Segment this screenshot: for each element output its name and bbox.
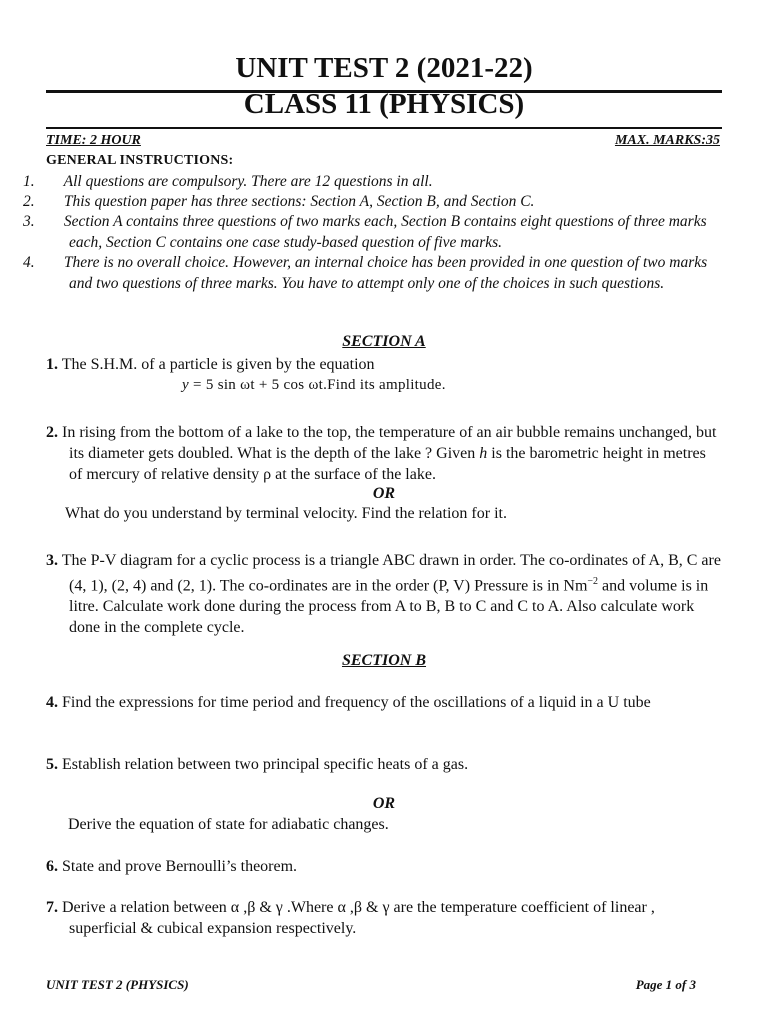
question-3: 3. The P-V diagram for a cyclic process is a triangle ABC drawn in order. The co-ordinates of A, B, C are (4, 1), (2, 4) and (2, 1). The co-ordinates are in the order (P, V) Pressure is in $Nm^{-2}$ and volume is in litre. Calculate work done during the process from A to B, B to C and C to A. Also calculate work done in the complete cycle. [46, 552, 721, 637]
question-2-alternative: What do you understand by terminal velocity. Find the relation for it. [65, 505, 507, 522]
footer-title: UNIT TEST 2 (PHYSICS) [46, 977, 189, 992]
question-2: 2. In rising from the bottom of a lake to the top, the temperature of an air bubble remains unchanged, but its diameter gets doubled. What is the depth of the lake ? Given h is the barometric height in metres of mercury of relative density ρ at the surface of the lake. [46, 424, 717, 483]
exam-title: UNIT TEST 2 (2021-22) [235, 52, 533, 84]
title-divider-bottom [46, 127, 722, 129]
question-5: 5. Establish relation between two principal specific heats of a gas. [46, 756, 469, 773]
or-separator: OR [372, 485, 396, 502]
question-1: 1. The S.H.M. of a particle is given by the equation [46, 356, 375, 373]
instruction-item: 1. All questions are compulsory. There are 12 questions in all. [23, 173, 433, 190]
question-4: 4. Find the expressions for time period and frequency of the oscillations of a liquid in a U tube [46, 694, 651, 711]
instruction-item: 3. Section A contains three questions of two marks each, Section B contains eight questions of three marks each, Section C contains one case study-based question of five marks. [23, 213, 707, 251]
instructions-heading: GENERAL INSTRUCTIONS: [46, 153, 234, 168]
instruction-item: 2. This question paper has three sections: Section A, Section B, and Section C. [23, 193, 535, 210]
question-7: 7. Derive a relation between α ,β & γ .Where α ,β & γ are the temperature coefficient of linear , superficial & cubical expansion respectively. [46, 899, 655, 937]
instruction-item: 4. There is no overall choice. However, an internal choice has been provided in one question of two marks and two questions of three marks. You have to attempt only one of the choices in such questions. [23, 254, 708, 292]
exam-time: TIME: 2 HOUR [46, 133, 141, 148]
class-title: CLASS 11 (PHYSICS) [243, 88, 525, 120]
question-6: 6. State and prove Bernoulli’s theorem. [46, 858, 298, 875]
section-a-heading: SECTION A [342, 333, 426, 350]
question-5-alternative: Derive the equation of state for adiabatic changes. [68, 816, 389, 833]
section-b-heading: SECTION B [341, 652, 427, 669]
question-1-equation: y = 5 sin ωt + 5 cos ωt.Find its amplitude. [182, 377, 446, 393]
max-marks: MAX. MARKS:35 [614, 133, 720, 148]
or-separator: OR [372, 795, 396, 812]
page-number: Page 1 of 3 [635, 977, 696, 992]
